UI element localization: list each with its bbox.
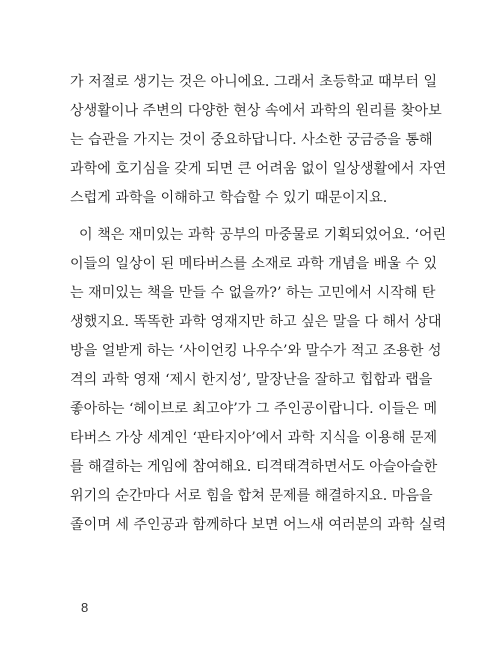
text-line: 타버스 가상 세계인 ‘판타지아’에서 과학 지식을 이용해 문제 xyxy=(70,430,438,446)
text-line: 위기의 순간마다 서로 힘을 합쳐 문제를 해결하지요. 마음을 xyxy=(70,488,433,504)
text-line: 졸이며 세 주인공과 함께하다 보면 어느새 여러분의 과학 실력 xyxy=(70,517,447,533)
text-line: 는 재미있는 책을 만들 수 없을까?’ 하는 고민에서 시작해 탄 xyxy=(70,285,436,301)
paragraph-2 xyxy=(70,221,447,540)
text-line: 격의 과학 영재 ‘제시 한지성’, 말장난을 잘하고 힙합과 랩을 xyxy=(70,372,433,388)
text-line: 좋아하는 ‘헤이브로 최고야’가 그 주인공이랍니다. 이들은 메 xyxy=(70,401,438,417)
text-line: 를 해결하는 게임에 참여해요. 티격태격하면서도 아슬아슬한 xyxy=(70,459,438,475)
paragraph-gap xyxy=(70,213,436,221)
page-number: 8 xyxy=(81,600,89,615)
text-line: 과학에 호기심을 갖게 되면 큰 어려움 없이 일상생활에서 자연 xyxy=(70,161,447,177)
paragraph-1 xyxy=(70,68,447,213)
text-line: 생했지요. 똑똑한 과학 영재지만 하고 싶은 말을 다 해서 상대 xyxy=(70,314,442,330)
text-line: 가 저절로 생기는 것은 아니에요. 그래서 초등학교 때부터 일 xyxy=(70,74,438,90)
text-line: 이 책은 재미있는 과학 공부의 마중물로 기획되었어요. ‘어린 xyxy=(79,227,447,243)
body-text xyxy=(70,68,447,540)
text-line: 이들의 일상이 된 메타버스를 소재로 과학 개념을 배울 수 있 xyxy=(70,256,438,272)
text-line: 방을 얼받게 하는 ‘사이언킹 나우수’와 말수가 적고 조용한 성 xyxy=(70,343,442,359)
text-line: 스럽게 과학을 이해하고 학습할 수 있기 때문이지요. xyxy=(70,190,388,206)
text-line: 는 습관을 가지는 것이 중요하답니다. 사소한 궁금증을 통해 xyxy=(70,132,433,148)
text-line: 상생활이나 주변의 다양한 현상 속에서 과학의 원리를 찾아보 xyxy=(70,103,442,119)
